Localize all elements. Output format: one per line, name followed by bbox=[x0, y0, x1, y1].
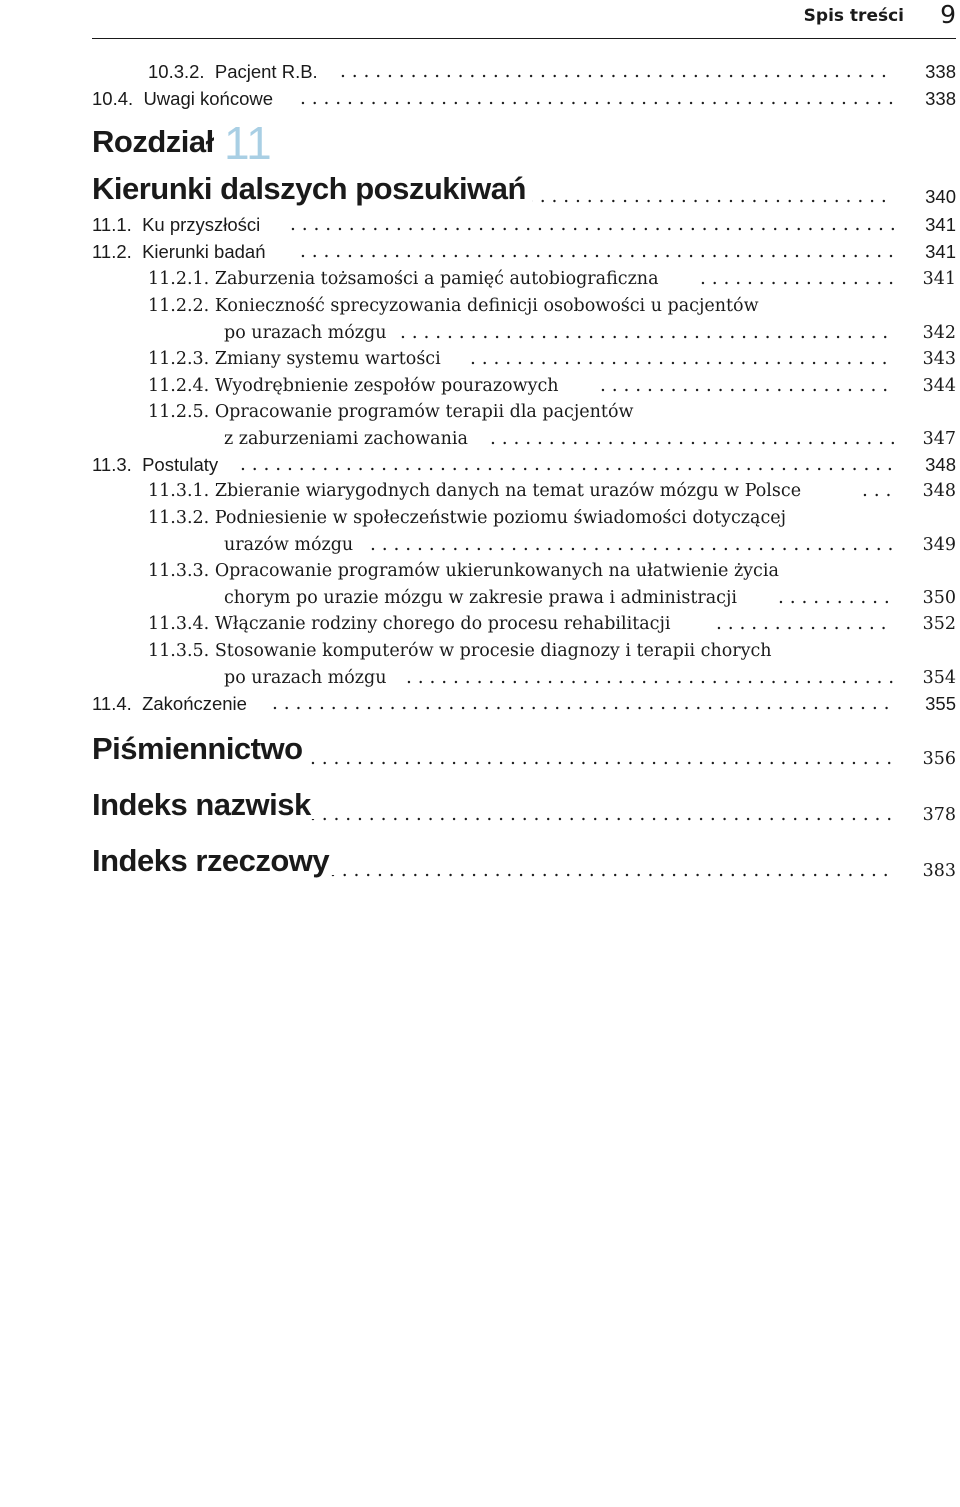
entry-page: 341 bbox=[925, 214, 956, 235]
entry-title-line1: Stosowanie komputerów w procesie diagnozy i terapii chorych bbox=[214, 641, 772, 661]
entry-number: 11.3.4. bbox=[148, 614, 210, 634]
entry-page: 343 bbox=[922, 349, 956, 369]
toc-entry-11-3-1 bbox=[0, 478, 960, 505]
leader-dots bbox=[600, 373, 894, 400]
entry-number: 11.3. bbox=[92, 454, 132, 475]
leader-dots bbox=[272, 691, 894, 718]
entry-title: Indeks nazwisk bbox=[92, 792, 317, 819]
toc-entry-11-3-4 bbox=[0, 611, 960, 638]
entry-page: 342 bbox=[922, 322, 956, 343]
chapter-title: Kierunki dalszych poszukiwań bbox=[92, 176, 532, 203]
leader-dots bbox=[700, 266, 894, 293]
entry-page: 340 bbox=[925, 186, 956, 207]
leader-dots bbox=[862, 478, 894, 505]
toc-entry-11-2-5 bbox=[0, 399, 960, 452]
leader-dots bbox=[370, 532, 894, 559]
entry-number: 10.4. bbox=[92, 88, 134, 109]
entry-number: 11.3.2. bbox=[148, 508, 210, 528]
entry-title: Kierunki badań bbox=[142, 241, 266, 262]
entry-title-line2: chorym po urazie mózgu w zakresie prawa i administracji bbox=[224, 585, 743, 612]
entry-title: Zbieranie wiarygodnych danych na temat urazów mózgu w Polsce bbox=[214, 481, 802, 501]
leader-dots bbox=[310, 802, 894, 829]
chapter-label: Rozdział bbox=[92, 124, 214, 159]
entry-title: Zmiany systemu wartości bbox=[214, 349, 441, 369]
entry-page: 352 bbox=[922, 614, 956, 634]
toc-entry-11-2-3 bbox=[0, 346, 960, 373]
entry-title-line1: Konieczność sprecyzowania definicji osobowości u pacjentów bbox=[214, 296, 759, 316]
entry-page: 341 bbox=[922, 269, 956, 289]
entry-page: 338 bbox=[925, 88, 956, 109]
toc-entry-10-3-2 bbox=[0, 59, 960, 86]
entry-number: 11.2.1. bbox=[148, 269, 210, 289]
toc-entry-11-2-4 bbox=[0, 373, 960, 400]
entry-title: Włączanie rodziny chorego do procesu rehabilitacji bbox=[214, 614, 671, 634]
entry-page: 355 bbox=[925, 693, 956, 714]
leader-dots bbox=[778, 585, 894, 612]
leader-dots bbox=[290, 212, 894, 239]
entry-title-line2: po urazach mózgu bbox=[224, 665, 392, 692]
leader-dots bbox=[470, 346, 894, 373]
toc-entry-11-2-1 bbox=[0, 266, 960, 293]
entry-title-line2: urazów mózgu bbox=[224, 532, 359, 559]
toc-entry-11-2 bbox=[0, 239, 960, 266]
entry-page: 350 bbox=[922, 587, 956, 608]
entry-title: Zakończenie bbox=[142, 693, 247, 714]
leader-dots bbox=[340, 59, 894, 86]
toc-entry-11-3-5 bbox=[0, 638, 960, 691]
entry-number: 11.3.3. bbox=[148, 561, 210, 581]
chapter-number: 11 bbox=[224, 117, 272, 169]
entry-number: 11.3.1. bbox=[148, 481, 210, 501]
leader-dots bbox=[528, 184, 894, 211]
entry-number: 11.2.4. bbox=[148, 376, 210, 396]
entry-title: Ku przyszłości bbox=[142, 214, 261, 235]
toc-entry-11-3 bbox=[0, 452, 960, 479]
leader-dots bbox=[406, 665, 894, 692]
entry-title: Wyodrębnienie zespołów pourazowych bbox=[214, 376, 559, 396]
entry-number: 11.2.3. bbox=[148, 349, 210, 369]
leader-dots bbox=[330, 858, 894, 885]
entry-page: 341 bbox=[925, 241, 956, 262]
running-header-title: Spis treści bbox=[803, 6, 904, 26]
entry-title-line1: Podniesienie w społeczeństwie poziomu świadomości dotyczącej bbox=[214, 508, 787, 528]
leader-dots bbox=[300, 239, 894, 266]
entry-page: 383 bbox=[922, 861, 956, 881]
entry-page: 349 bbox=[922, 534, 956, 555]
leader-dots bbox=[716, 611, 894, 638]
entry-page: 338 bbox=[925, 61, 956, 82]
toc-entry-11-2-2 bbox=[0, 293, 960, 346]
entry-title: Uwagi końcowe bbox=[143, 88, 274, 109]
entry-title: Piśmiennictwo bbox=[92, 736, 309, 763]
entry-title-line2: z zaburzeniami zachowania bbox=[224, 426, 474, 453]
entry-page: 344 bbox=[922, 376, 956, 396]
leader-dots bbox=[300, 86, 894, 113]
entry-page: 354 bbox=[922, 667, 956, 688]
entry-page: 356 bbox=[922, 749, 956, 769]
toc-entry-11-3-3 bbox=[0, 558, 960, 611]
toc-entry-name-index bbox=[0, 787, 960, 830]
entry-title: Postulaty bbox=[142, 454, 219, 475]
toc-entry-bibliography bbox=[0, 731, 960, 774]
running-header bbox=[92, 0, 956, 39]
toc-entry-11-3-2 bbox=[0, 505, 960, 558]
entry-number: 11.2.5. bbox=[148, 402, 210, 422]
entry-number: 11.4. bbox=[92, 693, 132, 714]
entry-title-line2: po urazach mózgu bbox=[224, 320, 392, 347]
toc-entry-10-4 bbox=[0, 86, 960, 113]
page-number: 9 bbox=[940, 0, 956, 29]
toc-entry-subject-index bbox=[0, 843, 960, 886]
toc-chapter-title-entry bbox=[0, 171, 960, 212]
toc-entry-11-1 bbox=[0, 212, 960, 239]
leader-dots bbox=[490, 426, 894, 453]
leader-dots bbox=[240, 452, 894, 479]
entry-number: 10.3.2. bbox=[148, 61, 205, 82]
entry-number: 11.2.2. bbox=[148, 296, 210, 316]
entry-number: 11.1. bbox=[92, 214, 132, 235]
entry-title-line1: Opracowanie programów terapii dla pacjentów bbox=[214, 402, 634, 422]
entry-page: 348 bbox=[925, 454, 956, 475]
entry-title: Indeks rzeczowy bbox=[92, 848, 335, 875]
leader-dots bbox=[310, 746, 894, 773]
toc-entry-11-4 bbox=[0, 691, 960, 718]
entry-page: 378 bbox=[922, 805, 956, 825]
entry-number: 11.2. bbox=[92, 241, 132, 262]
entry-number: 11.3.5. bbox=[148, 641, 210, 661]
entry-title: Pacjent R.B. bbox=[214, 61, 318, 82]
entry-page: 347 bbox=[922, 428, 956, 449]
entry-title: Zaburzenia tożsamości a pamięć autobiograficzna bbox=[214, 269, 659, 289]
leader-dots bbox=[400, 320, 894, 347]
entry-page: 348 bbox=[922, 481, 956, 501]
entry-title-line1: Opracowanie programów ukierunkowanych na ułatwienie życia bbox=[214, 561, 779, 581]
